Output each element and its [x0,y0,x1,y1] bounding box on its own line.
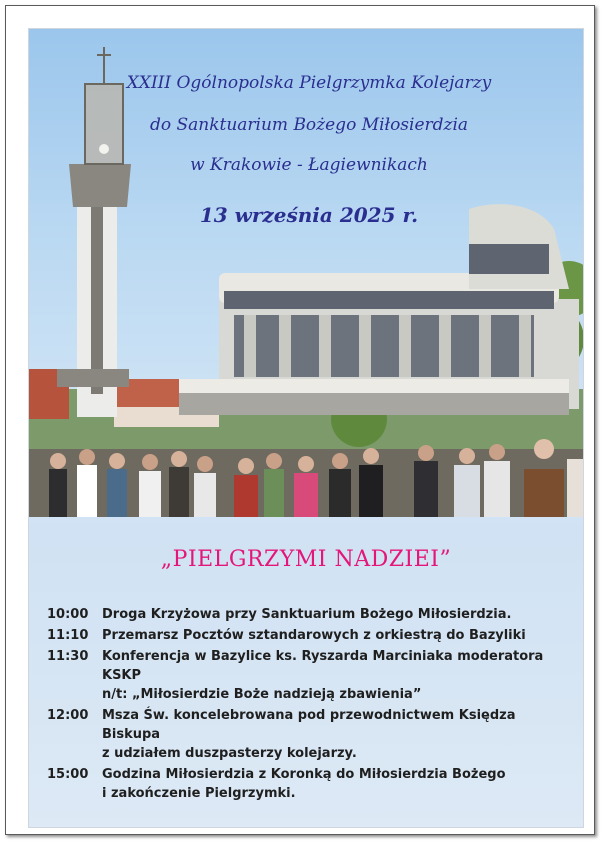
program-text [102,765,577,803]
program-time: 11:30 [47,649,89,664]
program-line: Msza Św. koncelebrowana pod przewodnictwem Księdza Biskupa [102,708,516,742]
program-item [47,706,577,763]
program-time: 10:00 [47,607,89,622]
bell-tower [57,47,131,417]
program-line: i zakończenie Pielgrzymki. [102,786,296,801]
title-line-3: w Krakowie - Łagiewnikach [190,155,428,175]
event-date: 13 września 2025 r. [199,203,419,227]
program-item [47,765,577,803]
program-text [102,706,577,763]
program-item [47,647,577,704]
motto: „PIELGRZYMI NADZIEI” [160,547,452,572]
program-line: n/t: „Miłosierdzie Boże nadzieją zbawienia” [102,687,422,702]
program-time: 15:00 [47,767,89,782]
sanctuary-photo [29,29,583,517]
program-text [102,647,577,704]
title-line-2: do Sanktuarium Bożego Miłosierdzia [149,115,469,135]
program-time: 11:10 [47,628,89,643]
poster-panel [28,28,584,828]
program-time: 12:00 [47,708,89,723]
poster-sheet [5,5,595,835]
program-line: Godzina Miłosierdzia z Koronką do Miłosierdzia Bożego [102,767,506,782]
program-line: Konferencja w Bazylice ks. Ryszarda Marciniaka moderatora KSKP [102,649,544,683]
title-line-1: XXIII Ogólnopolska Pielgrzymka Kolejarzy [126,73,492,93]
program-text [102,626,577,645]
program-item [47,626,577,645]
program-line: Przemarsz Pocztów sztandarowych z orkiestrą do Bazyliki [102,628,526,643]
program-item [47,605,577,624]
program-text [102,605,577,624]
program-list [47,605,577,805]
program-line: z udziałem duszpasterzy kolejarzy. [102,746,357,761]
program-line: Droga Krzyżowa przy Sanktuarium Bożego Miłosierdzia. [102,607,512,622]
basilica [179,204,579,415]
